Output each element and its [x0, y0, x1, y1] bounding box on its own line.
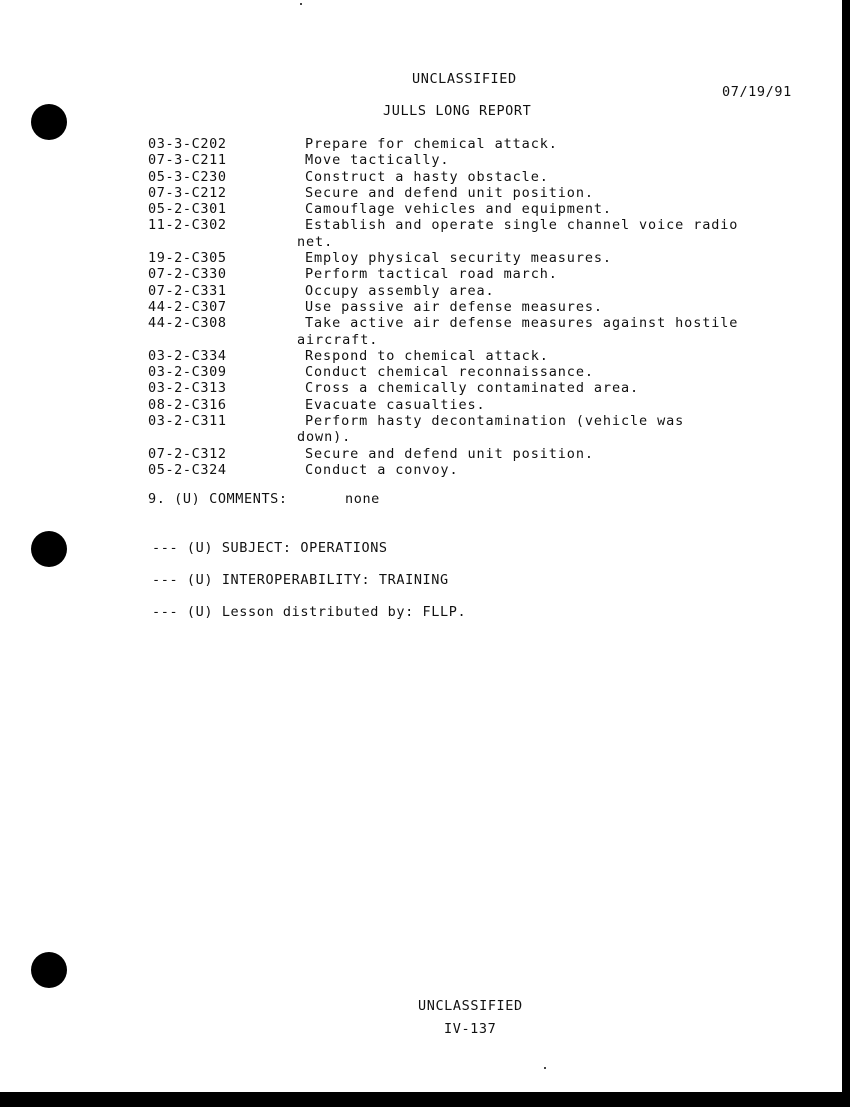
task-row [148, 380, 808, 396]
task-code: 44-2-C307 [148, 298, 227, 315]
task-code: 11-2-C302 [148, 217, 227, 234]
task-row [148, 201, 808, 217]
task-description-text: Take active air defense measures against hostile [305, 315, 739, 332]
task-row [148, 364, 808, 380]
task-code: 44-2-C308 [148, 315, 227, 332]
task-row [148, 266, 808, 282]
task-row [148, 283, 808, 299]
task-row [148, 315, 808, 348]
task-row [148, 136, 808, 152]
task-description [305, 462, 808, 478]
task-description-text: Secure and defend unit position. [305, 445, 594, 462]
task-row [148, 152, 808, 168]
task-description [305, 136, 808, 152]
comments-value: none [345, 491, 380, 507]
task-code: 03-2-C311 [148, 413, 227, 430]
task-description-text: Use passive air defense measures. [305, 298, 603, 315]
task-description-text: Establish and operate single channel voice radio [305, 217, 739, 234]
task-description [305, 201, 808, 217]
lesson-distribution-line: --- (U) Lesson distributed by: FLLP. [152, 604, 467, 620]
subject-line: --- (U) SUBJECT: OPERATIONS [152, 540, 388, 556]
task-list [148, 136, 808, 478]
task-description-text: Move tactically. [305, 152, 450, 169]
classification-footer: UNCLASSIFIED [418, 998, 523, 1014]
task-description-text: Respond to chemical attack. [305, 347, 549, 364]
task-code: 07-3-C212 [148, 184, 227, 201]
task-description [305, 364, 808, 380]
punch-hole [31, 952, 67, 988]
task-description [305, 380, 808, 396]
task-row [148, 185, 808, 201]
task-description-continuation: down). [297, 429, 352, 446]
task-code: 07-2-C331 [148, 282, 227, 299]
task-code: 19-2-C305 [148, 250, 227, 267]
task-row [148, 250, 808, 266]
task-description [297, 217, 808, 250]
task-description-text: Conduct a convoy. [305, 461, 459, 478]
speck [544, 1067, 546, 1069]
task-code: 07-2-C330 [148, 266, 227, 283]
task-description [297, 413, 808, 446]
report-date: 07/19/91 [722, 84, 792, 100]
task-description [305, 152, 808, 168]
task-description [305, 283, 808, 299]
task-row [148, 397, 808, 413]
report-title: JULLS LONG REPORT [383, 103, 532, 119]
task-description-text: Cross a chemically contaminated area. [305, 380, 640, 397]
task-code: 07-2-C312 [148, 445, 227, 462]
task-code: 03-2-C309 [148, 364, 227, 381]
task-description [305, 299, 808, 315]
task-row [148, 462, 808, 478]
task-code: 03-2-C313 [148, 380, 227, 397]
task-description-continuation: net. [297, 233, 334, 250]
task-row [148, 217, 808, 250]
punch-hole [31, 104, 67, 140]
interoperability-line: --- (U) INTEROPERABILITY: TRAINING [152, 572, 449, 588]
task-description-text: Perform tactical road march. [305, 266, 558, 283]
task-description [305, 266, 808, 282]
task-description [305, 446, 808, 462]
task-description-text: Secure and defend unit position. [305, 184, 594, 201]
task-row [148, 413, 808, 446]
speck [300, 3, 302, 5]
task-description-text: Employ physical security measures. [305, 250, 612, 267]
task-description [305, 397, 808, 413]
page-number: IV-137 [444, 1021, 497, 1037]
task-code: 05-3-C230 [148, 168, 227, 185]
task-description-text: Perform hasty decontamination (vehicle was [305, 413, 685, 430]
classification-header: UNCLASSIFIED [412, 71, 517, 87]
task-description [297, 315, 808, 348]
comments-section [148, 491, 380, 507]
task-description-text: Camouflage vehicles and equipment. [305, 201, 612, 218]
task-row [148, 169, 808, 185]
task-code: 08-2-C316 [148, 396, 227, 413]
task-description-text: Conduct chemical reconnaissance. [305, 364, 594, 381]
task-description-text: Construct a hasty obstacle. [305, 168, 549, 185]
task-row [148, 299, 808, 315]
task-code: 05-2-C301 [148, 201, 227, 218]
task-description-text: Occupy assembly area. [305, 282, 495, 299]
task-row [148, 446, 808, 462]
task-code: 03-2-C334 [148, 347, 227, 364]
comments-label: 9. (U) COMMENTS: [148, 491, 288, 507]
task-description-text: Prepare for chemical attack. [305, 136, 558, 152]
task-code: 07-3-C211 [148, 152, 227, 169]
task-description [305, 169, 808, 185]
task-row [148, 348, 808, 364]
task-description-text: Evacuate casualties. [305, 396, 486, 413]
task-code: 05-2-C324 [148, 461, 227, 478]
task-description [305, 250, 808, 266]
task-code: 03-3-C202 [148, 136, 227, 152]
task-description [305, 348, 808, 364]
punch-hole [31, 531, 67, 567]
task-description [305, 185, 808, 201]
task-description-continuation: aircraft. [297, 331, 379, 348]
